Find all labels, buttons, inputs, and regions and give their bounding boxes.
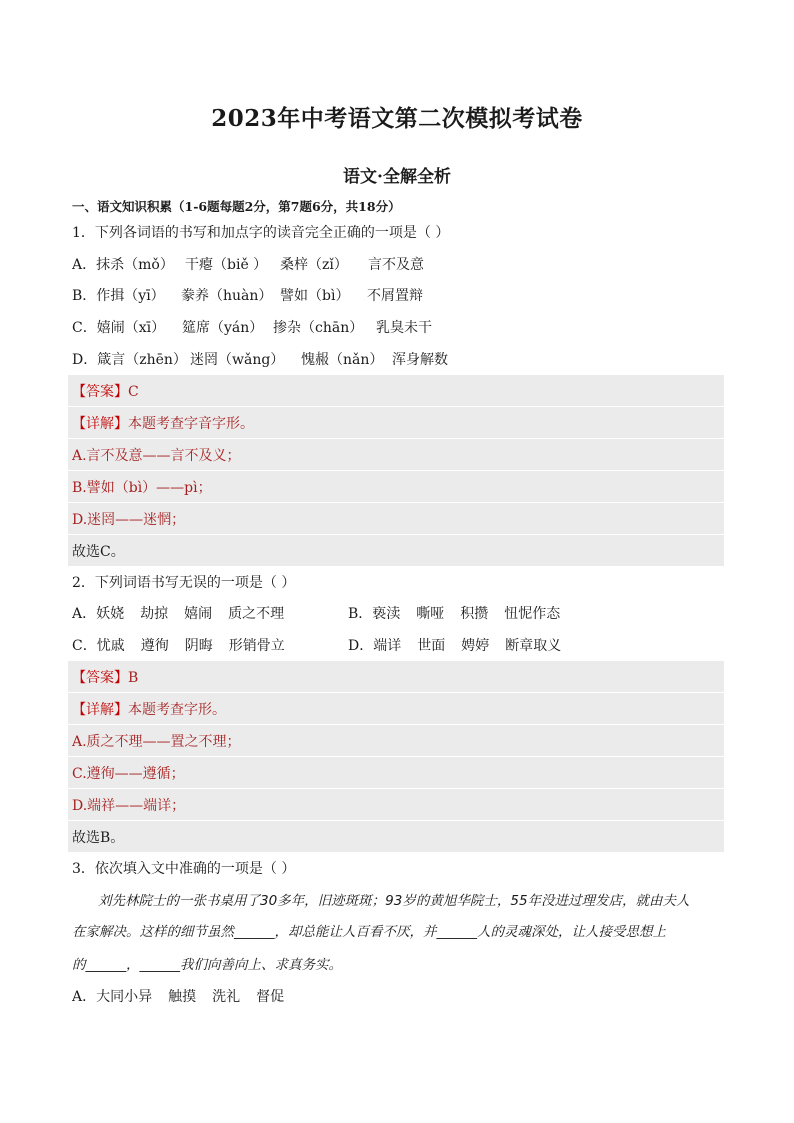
section-heading: 一、语文知识积累（1-6题每题2分，第7题6分，共18分） bbox=[72, 199, 401, 214]
q2-options-ab[interactable] bbox=[72, 600, 724, 628]
q2-explanation-c: C.遵徇——遵循； bbox=[72, 766, 185, 782]
q2-detail: 【详解】本题考查字形。 bbox=[72, 702, 226, 718]
q1-conclusion: 故选C。 bbox=[72, 544, 125, 560]
q1-explanation-a: A.言不及意——言不及义； bbox=[72, 448, 241, 464]
q1-detail: 【详解】本题考查字音字形。 bbox=[72, 416, 254, 432]
q2-conclusion: 故选B。 bbox=[72, 830, 125, 846]
q2-options-cd[interactable] bbox=[72, 632, 724, 660]
q3-passage-line-1: 刘先林院士的一张书桌用了30多年，旧迹斑斑；93岁的黄旭华院士，55年没进过理发店，就由夫人 bbox=[98, 893, 690, 909]
page-title: 2023年中考语文第二次模拟考试卷 bbox=[211, 105, 583, 132]
page-subtitle: 语文·全解全析 bbox=[343, 167, 451, 187]
q2-option-b[interactable]: B．亵渎 嘶哑 积攒 忸怩作态 bbox=[348, 606, 561, 622]
q1-stem: 1．下列各词语的书写和加点字的读音完全正确的一项是（ ） bbox=[72, 225, 450, 241]
q1-answer: 【答案】C bbox=[72, 384, 139, 400]
q1-option-b[interactable]: B．作揖（yī） 豢养（huàn） 譬如（bì） 不屑置辩 bbox=[72, 288, 423, 304]
q2-stem: 2．下列词语书写无误的一项是（ ） bbox=[72, 575, 296, 591]
q2-answer: 【答案】B bbox=[72, 670, 139, 686]
q3-stem: 3．依次填入文中准确的一项是（ ） bbox=[72, 861, 296, 877]
q1-option-d[interactable]: D．箴言（zhēn） 迷罔（wǎng） 愧赧（nǎn） 浑身解数 bbox=[72, 352, 448, 368]
q2-option-c[interactable]: C．忧戚 遵徇 阴晦 形销骨立 bbox=[72, 638, 285, 654]
q3-passage-line-3: 的______，______我们向善向上、求真务实。 bbox=[72, 957, 342, 973]
q1-option-c[interactable]: C．嬉闹（xī） 筵席（yán） 掺杂（chān） 乳臭未干 bbox=[72, 320, 432, 336]
q2-option-d[interactable]: D．端详 世面 娉婷 断章取义 bbox=[348, 638, 562, 654]
q2-explanation-d: D.端祥——端详； bbox=[72, 798, 186, 814]
q1-option-a[interactable]: A．抹杀（mǒ） 干瘪（biě ） 桑梓（zǐ） 言不及意 bbox=[72, 257, 424, 273]
q1-explanation-d: D.迷罔——迷惘； bbox=[72, 512, 186, 528]
q2-option-a[interactable]: A．妖娆 劫掠 嬉闹 质之不理 bbox=[72, 606, 285, 622]
q3-option-a[interactable]: A．大同小异 触摸 洗礼 督促 bbox=[72, 989, 285, 1005]
q3-passage-line-2: 在家解决。这样的细节虽然______，却总能让人百看不厌，并______人的灵魂深处，让人接受思想上 bbox=[72, 924, 666, 940]
q2-explanation-a: A.质之不理——置之不理； bbox=[72, 734, 241, 750]
q1-explanation-b: B.譬如（bì）——pì； bbox=[72, 480, 212, 496]
